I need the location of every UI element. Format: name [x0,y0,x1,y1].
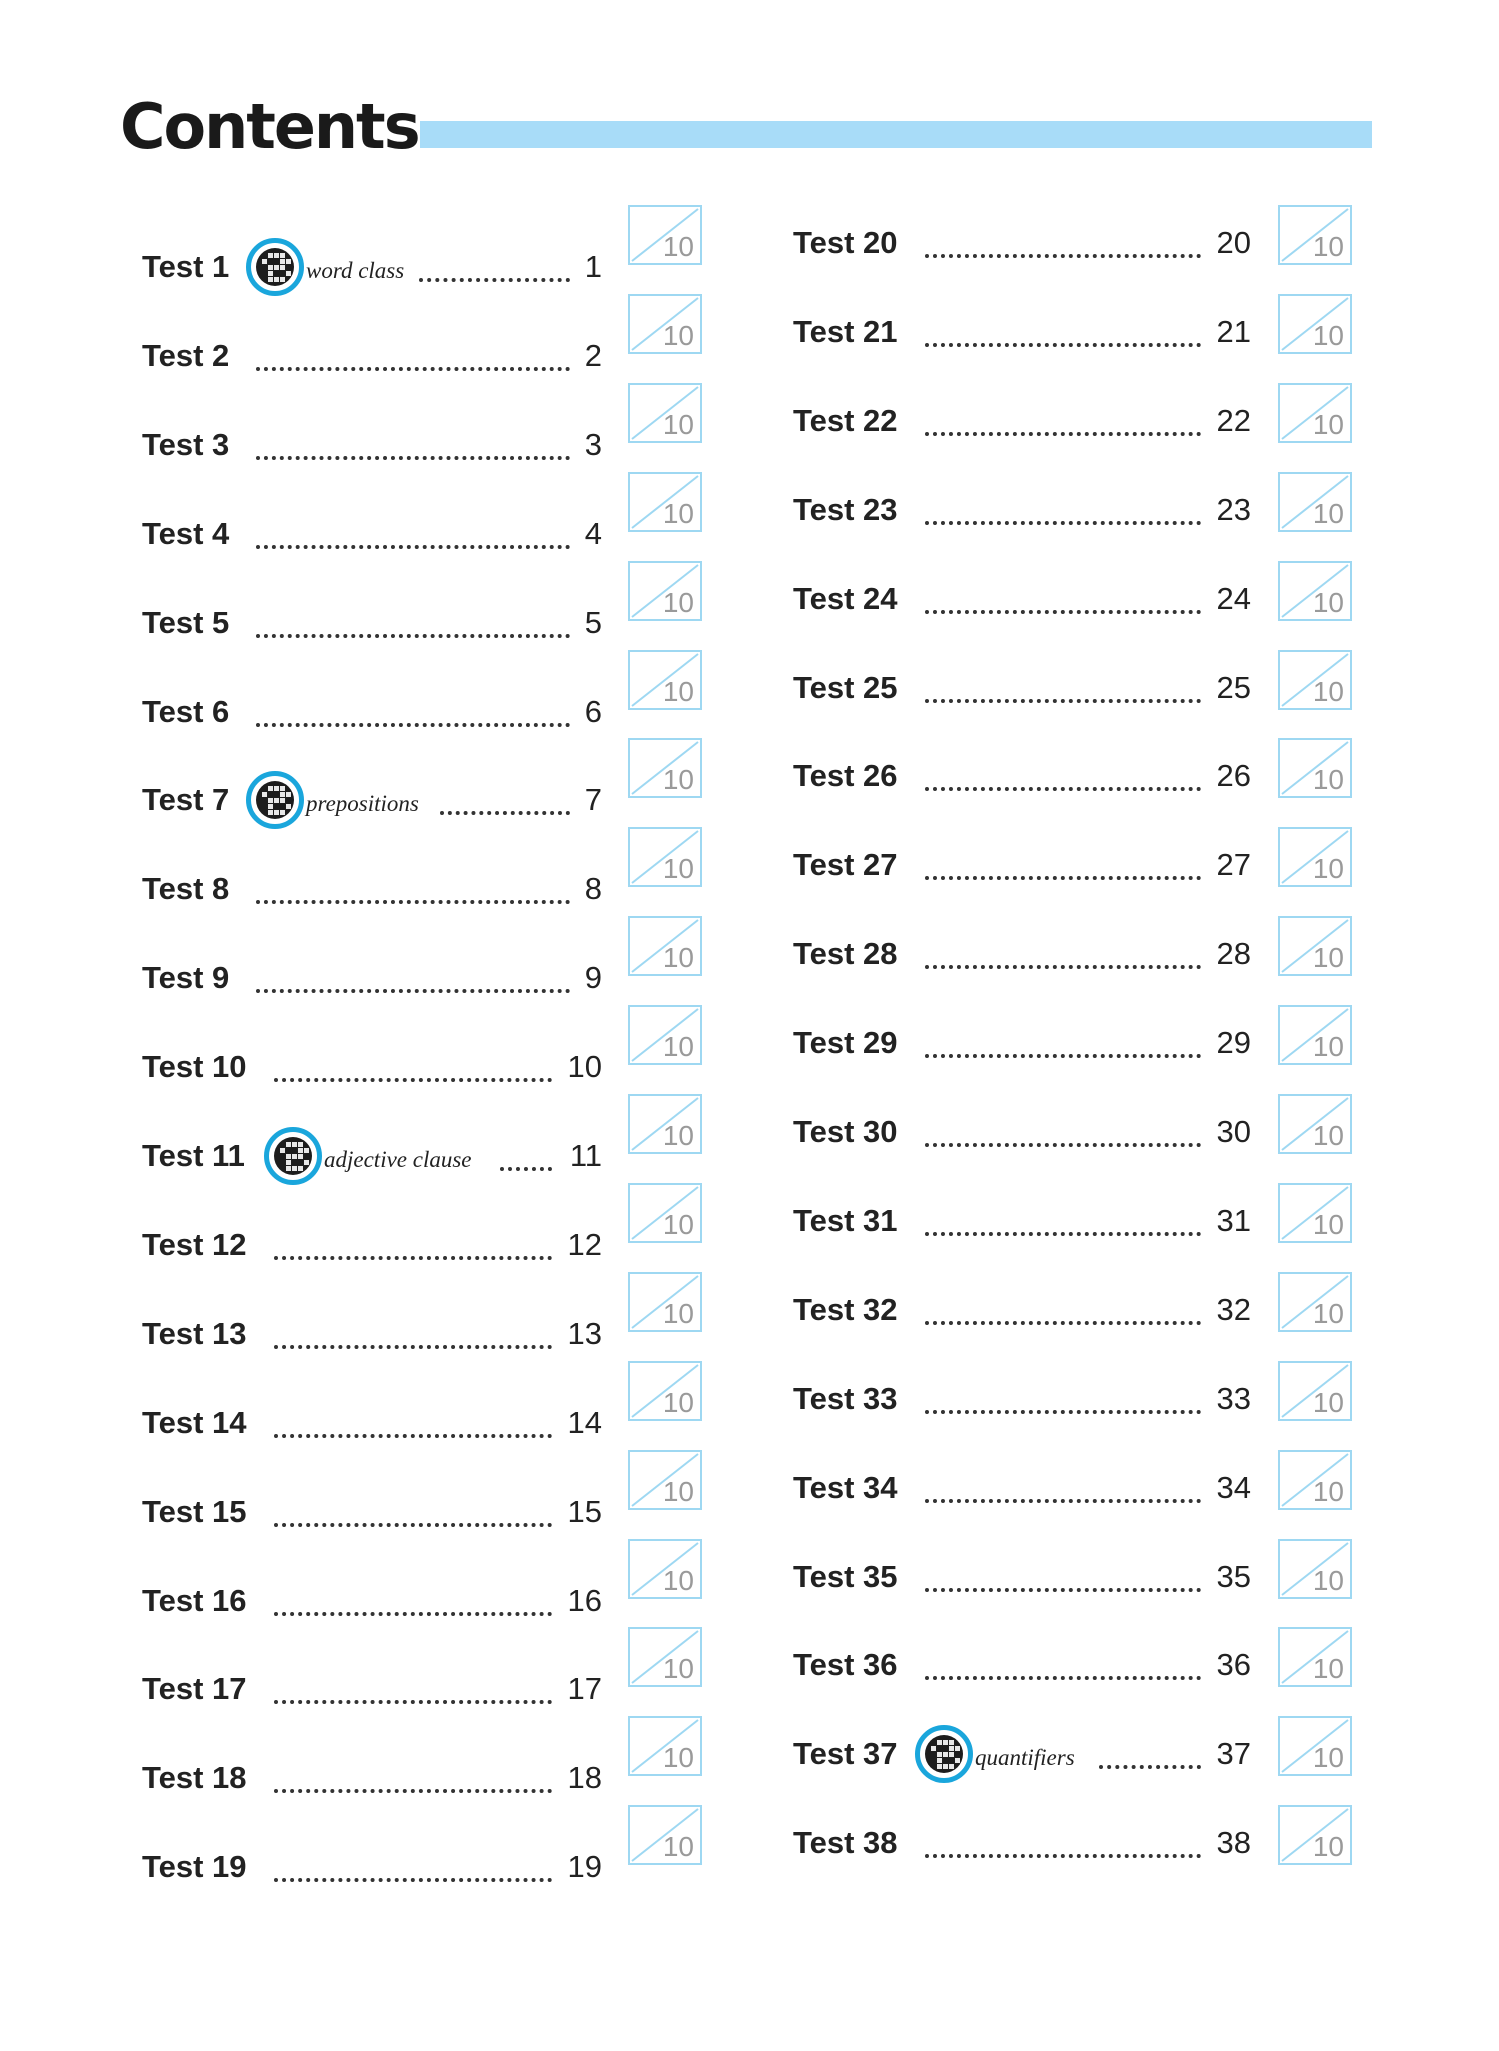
dot-leader [256,979,570,993]
dot-leader [925,1044,1201,1058]
toc-entry-page-number: 21 [1216,313,1251,349]
score-box[interactable] [628,1539,702,1599]
toc-entry-page-number: 9 [584,960,602,996]
score-box[interactable] [1278,1272,1352,1332]
toc-entry-label: Test 18 [142,1760,247,1796]
dot-leader [256,890,570,904]
dot-leader [925,333,1201,347]
dot-leader [256,624,570,638]
score-box[interactable] [1278,1539,1352,1599]
toc-entry-label: Test 26 [793,758,898,794]
page-title: Contents [120,90,419,163]
toc-entry[interactable] [142,489,602,549]
crossword-puzzle-icon [264,1127,322,1185]
toc-entry-page-number: 18 [567,1760,602,1796]
toc-entry[interactable] [793,1443,1251,1503]
toc-entry-label: Test 20 [793,225,898,260]
toc-entry-label: Test 12 [142,1226,247,1262]
toc-entry-topic: adjective clause [324,1147,472,1172]
crossword-puzzle-icon [915,1725,973,1783]
toc-entry-label: Test 27 [793,847,898,883]
dot-leader [274,1690,552,1704]
score-total: 10 [662,231,694,262]
score-box[interactable] [1278,1094,1352,1154]
score-total: 10 [662,1386,694,1418]
toc-entry-label: Test 31 [793,1202,898,1238]
toc-entry-page-number: 30 [1216,1114,1251,1149]
toc-entry[interactable] [142,755,602,818]
score-box[interactable] [628,383,702,443]
toc-entry-label: Test 16 [142,1582,247,1618]
score-box[interactable] [628,1450,702,1510]
toc-entry-page-number: 27 [1216,847,1251,883]
score-total: 10 [662,1297,694,1329]
score-box[interactable] [1278,1627,1352,1687]
toc-entry-page-number: 38 [1216,1825,1251,1861]
score-box[interactable] [628,472,702,532]
toc-entry-label: Test 22 [793,402,898,438]
toc-entry[interactable] [793,1087,1251,1147]
toc-entry-page-number: 14 [567,1404,602,1440]
score-total: 10 [1312,1386,1344,1418]
score-box[interactable] [1278,1183,1352,1243]
toc-entry-page-number: 15 [567,1493,602,1529]
score-box[interactable] [628,650,702,710]
toc-entry[interactable] [793,643,1251,703]
score-box[interactable] [628,1805,702,1865]
toc-entry-page-number: 24 [1216,580,1251,616]
dot-leader [500,1157,552,1171]
score-total: 10 [1312,319,1344,351]
toc-entry-label: Test 34 [793,1469,898,1505]
score-box[interactable] [628,294,702,354]
score-total: 10 [1312,1653,1344,1685]
score-box[interactable] [628,1361,702,1421]
score-box[interactable] [628,205,702,265]
toc-entry-page-number: 29 [1216,1025,1251,1061]
score-total: 10 [1312,408,1344,440]
dot-leader [274,1868,552,1882]
toc-entry-label: Test 38 [793,1825,898,1861]
toc-entry-label: Test 10 [142,1049,247,1085]
toc-entry-topic: quantifiers [975,1745,1075,1771]
score-total: 10 [1312,586,1344,618]
toc-entry-label: Test 32 [793,1291,898,1327]
dot-leader [925,1311,1201,1325]
dot-leader [925,1133,1201,1147]
toc-entry[interactable] [142,400,602,460]
score-total: 10 [662,1120,694,1151]
score-box[interactable] [628,1005,702,1065]
toc-entry[interactable] [793,1709,1251,1772]
dot-leader [925,866,1201,880]
toc-entry[interactable] [793,1620,1251,1683]
toc-entry[interactable] [793,465,1251,525]
dot-leader [925,1400,1201,1414]
crossword-puzzle-icon [246,771,304,829]
toc-entry[interactable] [142,1822,602,1885]
toc-entry[interactable] [142,1644,602,1707]
score-box[interactable] [1278,1716,1352,1776]
score-total: 10 [1312,1120,1344,1151]
toc-entry-label: Test 8 [142,871,230,907]
score-box[interactable] [1278,1805,1352,1865]
toc-entry-topic: prepositions [306,791,419,817]
score-total: 10 [1312,1564,1344,1596]
score-box[interactable] [628,827,702,887]
toc-entry-label: Test 29 [793,1025,898,1061]
toc-entry-label: Test 21 [793,313,898,349]
toc-entry-topic: word class [306,258,405,283]
crossword-puzzle-icon [246,238,304,296]
toc-entry-label: Test 11 [142,1138,245,1173]
toc-entry-label: Test 9 [142,960,230,996]
score-box[interactable] [628,738,702,798]
toc-entry-label: Test 19 [142,1849,247,1885]
toc-entry-label: Test 7 [142,782,230,818]
toc-entry[interactable] [793,1354,1251,1414]
toc-entry-page-number: 6 [584,693,602,729]
dot-leader [274,1513,552,1527]
score-total: 10 [1312,942,1344,974]
dot-leader [1099,1755,1202,1769]
score-total: 10 [662,408,694,440]
dot-leader [256,535,570,549]
toc-entry[interactable] [142,667,602,727]
toc-entry-page-number: 7 [584,782,602,818]
score-total: 10 [1312,764,1344,796]
toc-entry-page-number: 32 [1216,1291,1251,1327]
score-total: 10 [1312,675,1344,707]
toc-entry-label: Test 13 [142,1315,247,1351]
dot-leader [274,1246,552,1260]
score-total: 10 [1312,1208,1344,1240]
dot-leader [925,1844,1201,1858]
score-total: 10 [662,942,694,974]
score-box[interactable] [628,1716,702,1776]
toc-entry[interactable] [142,1556,602,1616]
toc-entry-page-number: 2 [584,337,602,373]
toc-entry[interactable] [793,1176,1251,1236]
toc-entry[interactable] [142,1289,602,1349]
dot-leader [925,689,1201,703]
toc-entry-page-number: 34 [1216,1469,1251,1505]
toc-entry[interactable] [793,198,1251,258]
toc-entry-label: Test 17 [142,1671,247,1707]
toc-entry-page-number: 33 [1216,1380,1251,1416]
toc-entry[interactable] [793,731,1251,794]
score-box[interactable] [1278,1450,1352,1510]
toc-entry-page-number: 28 [1216,936,1251,972]
score-box[interactable] [1278,383,1352,443]
toc-entry-page-number: 23 [1216,491,1251,527]
score-total: 10 [662,1742,694,1774]
title-accent-bar [420,121,1372,148]
toc-entry-page-number: 4 [584,515,602,551]
toc-entry-page-number: 11 [569,1138,602,1173]
score-box[interactable] [628,1183,702,1243]
toc-entry[interactable] [793,1265,1251,1325]
toc-entry[interactable] [793,998,1251,1061]
dot-leader [274,1068,552,1082]
toc-entry[interactable] [793,820,1251,883]
score-box[interactable] [1278,561,1352,621]
toc-entry-page-number: 37 [1216,1736,1251,1772]
dot-leader [925,511,1201,525]
score-box[interactable] [628,1272,702,1332]
dot-leader [274,1335,552,1349]
toc-entry[interactable] [142,1467,602,1527]
dot-leader [274,1779,552,1793]
score-box[interactable] [1278,472,1352,532]
toc-entry[interactable] [793,376,1251,436]
toc-entry-page-number: 20 [1216,225,1251,260]
dot-leader [256,713,570,727]
toc-entry-label: Test 1 [142,249,230,284]
dot-leader [274,1424,552,1438]
toc-entry-page-number: 8 [584,871,602,907]
toc-entry[interactable] [793,287,1251,347]
toc-entry[interactable] [142,1111,602,1171]
toc-entry-label: Test 30 [793,1114,898,1149]
score-box[interactable] [628,916,702,976]
score-total: 10 [662,1208,694,1240]
toc-entry-label: Test 33 [793,1380,898,1416]
score-total: 10 [1312,853,1344,885]
toc-entry-page-number: 12 [567,1226,602,1262]
toc-entry[interactable] [793,554,1251,614]
score-box[interactable] [1278,205,1352,265]
score-total: 10 [662,764,694,796]
toc-entry[interactable] [142,1378,602,1438]
dot-leader [925,1222,1201,1236]
toc-entry-label: Test 35 [793,1558,898,1594]
score-box[interactable] [1278,916,1352,976]
toc-entry[interactable] [142,1022,602,1085]
toc-entry-page-number: 35 [1216,1558,1251,1594]
toc-entry[interactable] [142,844,602,907]
toc-entry-label: Test 23 [793,491,898,527]
dot-leader [925,1666,1201,1680]
score-box[interactable] [1278,827,1352,887]
score-total: 10 [662,319,694,351]
score-box[interactable] [1278,738,1352,798]
score-total: 10 [1312,231,1344,262]
toc-entry-page-number: 10 [567,1049,602,1085]
toc-entry-label: Test 28 [793,936,898,972]
score-total: 10 [662,1475,694,1507]
score-box[interactable] [1278,1005,1352,1065]
dot-leader [256,446,570,460]
toc-entry-page-number: 19 [567,1849,602,1885]
toc-entry-page-number: 3 [584,426,602,462]
toc-entry-page-number: 16 [567,1582,602,1618]
toc-entry-page-number: 36 [1216,1647,1251,1683]
toc-entry-page-number: 1 [584,249,602,284]
score-total: 10 [1312,1742,1344,1774]
score-total: 10 [1312,497,1344,529]
toc-entry-label: Test 6 [142,693,230,729]
score-total: 10 [662,1031,694,1063]
score-total: 10 [662,1653,694,1685]
toc-entry[interactable] [793,1532,1251,1592]
toc-entry-label: Test 2 [142,337,230,373]
dot-leader [925,422,1201,436]
dot-leader [419,268,570,282]
dot-leader [925,955,1201,969]
toc-entry[interactable] [142,933,602,996]
toc-entry-page-number: 31 [1216,1202,1251,1238]
toc-entry-page-number: 26 [1216,758,1251,794]
toc-entry[interactable] [142,311,602,371]
toc-entry-label: Test 15 [142,1493,247,1529]
score-box[interactable] [1278,1361,1352,1421]
toc-entry-label: Test 37 [793,1736,898,1772]
score-box[interactable] [1278,650,1352,710]
toc-entry-page-number: 22 [1216,402,1251,438]
toc-entry-label: Test 14 [142,1404,247,1440]
toc-entry[interactable] [142,1733,602,1796]
toc-entry-label: Test 36 [793,1647,898,1683]
toc-entry-page-number: 13 [567,1315,602,1351]
dot-leader [925,600,1201,614]
score-total: 10 [662,1564,694,1596]
toc-entry[interactable] [142,1200,602,1260]
score-total: 10 [662,1831,694,1863]
toc-entry[interactable] [793,909,1251,972]
toc-entry-page-number: 17 [567,1671,602,1707]
score-total: 10 [1312,1475,1344,1507]
score-total: 10 [662,497,694,529]
dot-leader [274,1602,552,1616]
toc-entry[interactable] [793,1798,1251,1861]
score-total: 10 [1312,1297,1344,1329]
score-total: 10 [662,586,694,618]
dot-leader [925,777,1201,791]
score-total: 10 [1312,1031,1344,1063]
dot-leader [925,1578,1201,1592]
score-total: 10 [1312,1831,1344,1863]
score-total: 10 [662,853,694,885]
score-box[interactable] [628,561,702,621]
toc-entry-label: Test 25 [793,669,898,705]
score-total: 10 [662,675,694,707]
dot-leader [925,244,1201,258]
toc-entry-page-number: 5 [584,604,602,640]
dot-leader [925,1489,1201,1503]
toc-entry-label: Test 3 [142,426,230,462]
score-box[interactable] [628,1094,702,1154]
dot-leader [256,357,570,371]
score-box[interactable] [628,1627,702,1687]
score-box[interactable] [1278,294,1352,354]
toc-entry[interactable] [142,578,602,638]
toc-entry[interactable] [142,222,602,282]
toc-entry-label: Test 24 [793,580,898,616]
toc-entry-label: Test 5 [142,604,230,640]
toc-entry-label: Test 4 [142,515,230,551]
dot-leader [440,801,570,815]
toc-entry-page-number: 25 [1216,669,1251,705]
